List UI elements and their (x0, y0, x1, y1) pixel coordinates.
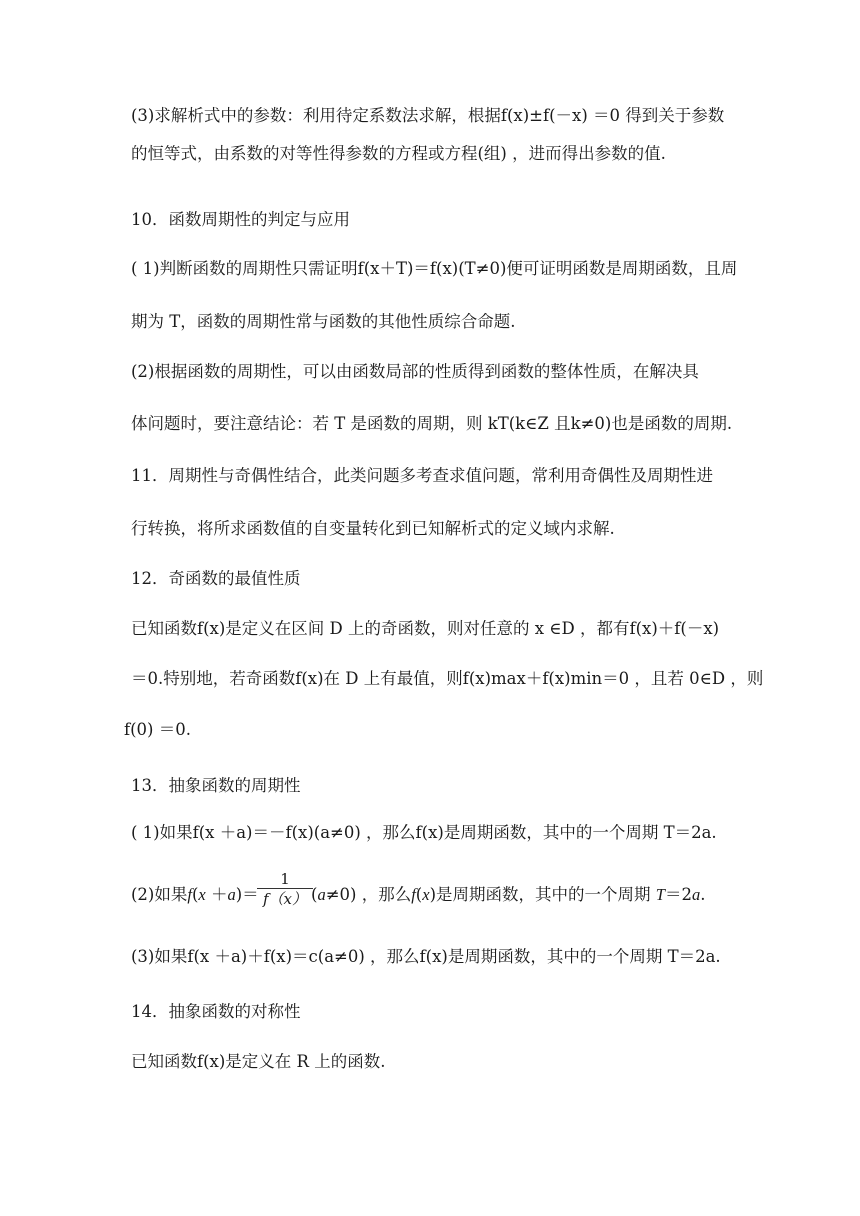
text-line: ( 1)判断函数的周期性只需证明f(x＋T)＝f(x)(T≠0)便可证明函数是周期函数，且周 (131, 259, 738, 278)
text-line: 体问题时，要注意结论：若 T 是函数的周期，则 kT(k∈Z 且k≠0)也是函数的周期. (131, 414, 733, 433)
text-line: 期为 T，函数的周期性常与函数的其他性质综合命题. (131, 312, 516, 331)
text-line: 已知函数f(x)是定义在区间 D 上的奇函数，则对任意的 x ∈D ，都有f(x)＋f(－x) (131, 619, 720, 638)
text-line: (2)根据函数的周期性，可以由函数局部的性质得到函数的整体性质，在解决具 (131, 362, 699, 381)
text-line: 的恒等式，由系数的对等性得参数的方程或方程(组) ，进而得出参数的值. (131, 144, 666, 163)
text-line: (3)如果f(x ＋a)＋f(x)＝c(a≠0) ，那么f(x)是周期函数，其中的一个周期 T＝2a. (131, 947, 721, 966)
fraction-line-prefix: (2)如果f(x ＋a)＝ (131, 885, 259, 904)
text-line: 行转换，将所求函数值的自变量转化到已知解析式的定义域内求解. (131, 519, 615, 538)
text-line: f(0) ＝0. (124, 720, 191, 739)
text-line: 已知函数f(x)是定义在 R 上的函数. (131, 1052, 386, 1071)
text-line: ＝0.特别地，若奇函数f(x)在 D 上有最值，则f(x)max＋f(x)min＝0 ，且若 0∈D ，则 (131, 669, 764, 688)
section-heading: 14．抽象函数的对称性 (131, 1002, 301, 1021)
fraction-line-suffix: (a≠0) ，那么f(x)是周期函数，其中的一个周期 T＝2a. (311, 885, 706, 904)
text-line: (3)求解析式中的参数：利用待定系数法求解，根据f(x)±f(－x) ＝0 得到关于参数 (131, 106, 725, 125)
fraction (257, 870, 313, 909)
section-heading: 12．奇函数的最值性质 (131, 569, 301, 588)
fraction-numerator: 1 (257, 870, 313, 889)
text-line: ( 1)如果f(x ＋a)＝－f(x)(a≠0) ，那么f(x)是周期函数，其中的一个周期 T＝2a. (131, 823, 717, 842)
section-heading: 10．函数周期性的判定与应用 (131, 210, 350, 229)
section-heading: 13．抽象函数的周期性 (131, 776, 301, 795)
fraction-denominator: f（x） (263, 890, 308, 908)
section-heading: 11．周期性与奇偶性结合，此类问题多考查求值问题，常利用奇偶性及周期性进 (131, 466, 713, 485)
